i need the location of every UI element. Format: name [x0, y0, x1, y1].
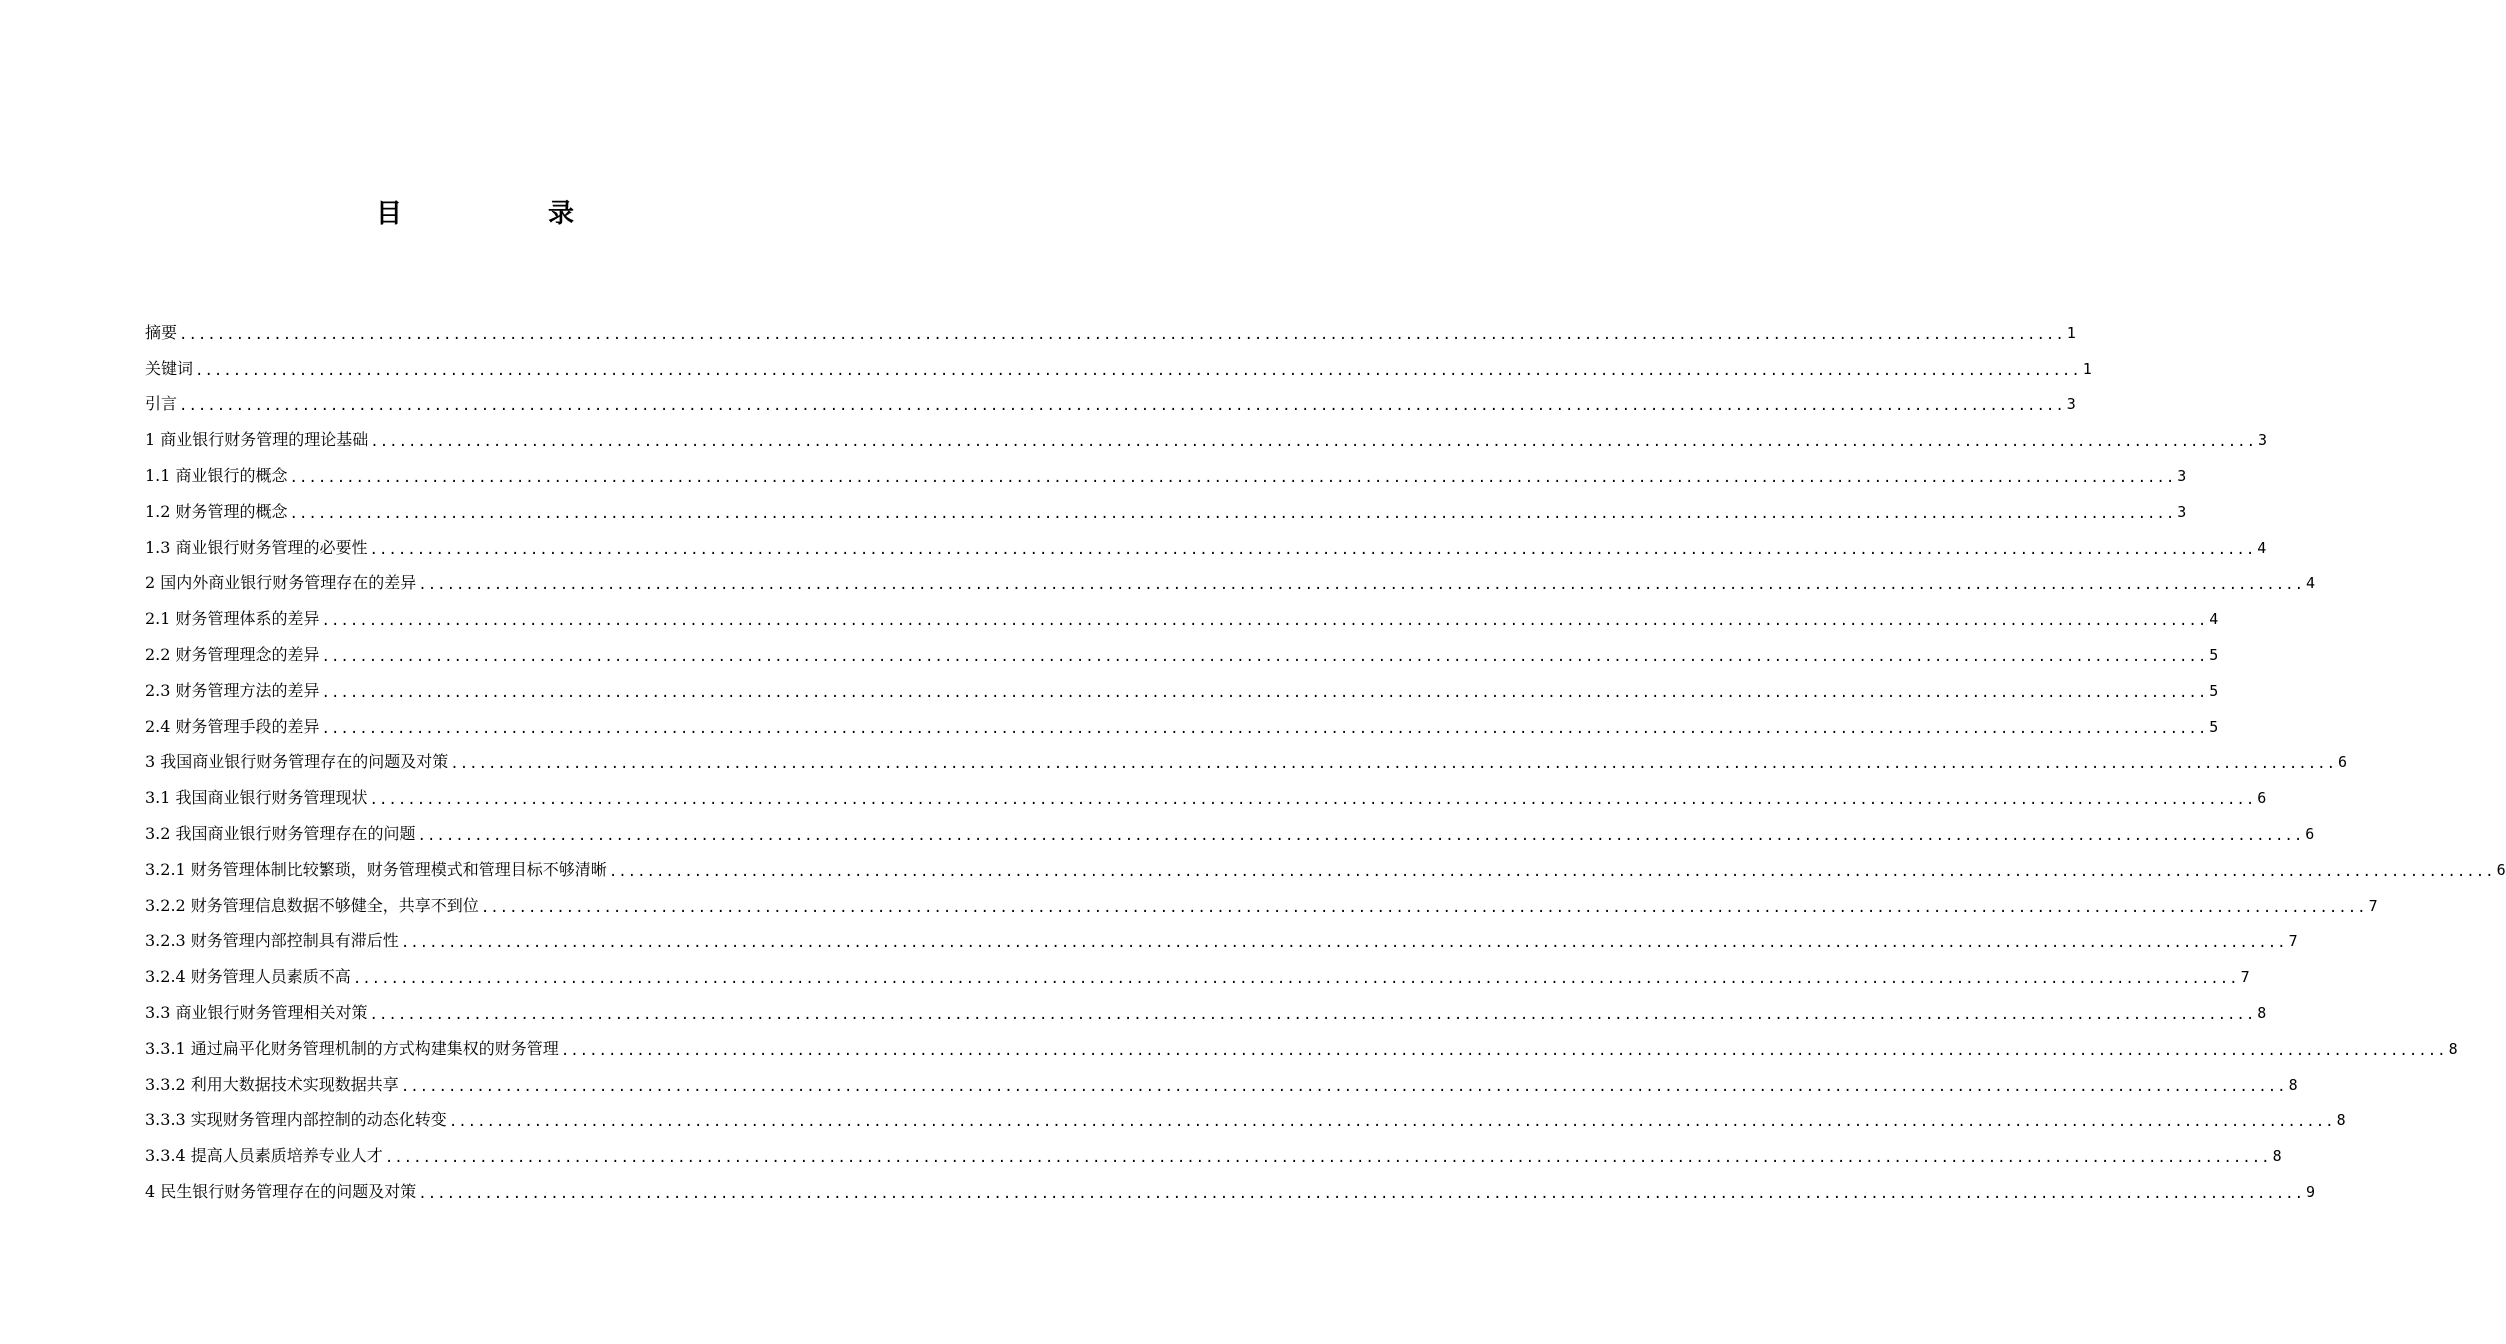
toc-entry[interactable]	[145, 1067, 2298, 1103]
toc-dot-leader: ........................................................................................................................................................................................................	[560, 1042, 2447, 1059]
toc-entry[interactable]	[145, 673, 2219, 709]
toc-entry[interactable]	[145, 995, 2267, 1031]
toc-entry-page-number: 7	[2240, 968, 2250, 987]
toc-entry-page-number: 7	[2368, 896, 2378, 915]
toc-entry[interactable]	[145, 387, 2076, 423]
toc-entry[interactable]	[145, 637, 2219, 673]
toc-entry-label: 4 民生银行财务管理存在的问题及对策	[145, 1182, 417, 1202]
toc-entry-page-number: 4	[2209, 610, 2219, 629]
toc-entry[interactable]	[145, 1031, 2458, 1067]
toc-dot-leader: ........................................................................................................................................................................................................	[400, 1078, 2287, 1095]
toc-dot-leader: ........................................................................................................................................................................................................	[195, 362, 2081, 379]
toc-dot-leader: ........................................................................................................................................................................................................	[450, 756, 2337, 773]
toc-entry[interactable]	[145, 780, 2267, 816]
toc-entry-page-number: 6	[2496, 860, 2506, 879]
toc-entry[interactable]	[145, 745, 2348, 781]
toc-entry-label: 1 商业银行财务管理的理论基础	[145, 430, 369, 450]
toc-dot-leader: ........................................................................................................................................................................................................	[400, 935, 2287, 952]
toc-entry[interactable]	[145, 530, 2267, 566]
toc-entry-page-number: 6	[2257, 789, 2267, 808]
toc-entry-label: 1.3 商业银行财务管理的必要性	[145, 537, 368, 557]
toc-entry-label: 2.2 财务管理理念的差异	[145, 645, 320, 665]
toc-dot-leader: ........................................................................................................................................................................................................	[321, 684, 2208, 701]
toc-entry[interactable]	[145, 351, 2092, 387]
toc-entry[interactable]	[145, 494, 2187, 530]
toc-entry[interactable]	[145, 601, 2219, 637]
toc-entry-page-number: 1	[2082, 359, 2092, 378]
toc-entry-label: 3.2 我国商业银行财务管理存在的问题	[145, 824, 416, 844]
toc-entry-label: 3.3 商业银行财务管理相关对策	[145, 1003, 368, 1023]
toc-dot-leader: ........................................................................................................................................................................................................	[369, 792, 2256, 809]
toc-dot-leader: ........................................................................................................................................................................................................	[369, 1007, 2256, 1024]
toc-entry-page-number: 9	[2306, 1183, 2316, 1202]
toc-entry[interactable]	[145, 458, 2187, 494]
toc-dot-leader: ........................................................................................................................................................................................................	[179, 398, 2065, 415]
toc-entry-label: 2.1 财务管理体系的差异	[145, 609, 320, 629]
toc-dot-leader: ........................................................................................................................................................................................................	[289, 505, 2176, 522]
toc-dot-leader: ........................................................................................................................................................................................................	[179, 326, 2065, 343]
toc-entry-label: 3.2.2 财务管理信息数据不够健全，共享不到位	[145, 895, 479, 915]
toc-entry-label: 2.4 财务管理手段的差异	[145, 716, 320, 736]
toc-entry-label: 1.1 商业银行的概念	[145, 466, 288, 486]
toc-entry-page-number: 8	[2272, 1147, 2282, 1166]
toc-dot-leader: ........................................................................................................................................................................................................	[369, 541, 2256, 558]
toc-entry[interactable]	[145, 1138, 2282, 1174]
toc-entry-label: 3.3.3 实现财务管理内部控制的动态化转变	[145, 1110, 447, 1130]
toc-entry-page-number: 3	[2258, 431, 2268, 450]
toc-entry-page-number: 5	[2209, 681, 2219, 700]
toc-entry-page-number: 5	[2209, 646, 2219, 665]
toc-entry-page-number: 6	[2305, 825, 2315, 844]
toc-entry-page-number: 8	[2448, 1039, 2458, 1058]
toc-entry-page-number: 7	[2288, 932, 2298, 951]
toc-dot-leader: ........................................................................................................................................................................................................	[418, 1186, 2305, 1203]
toc-entry-label: 3.2.1 财务管理体制比较繁琐，财务管理模式和管理目标不够清晰	[145, 859, 607, 879]
toc-entry-page-number: 3	[2177, 467, 2187, 486]
toc-entry-page-number: 4	[2257, 538, 2267, 557]
toc-dot-leader: ........................................................................................................................................................................................................	[384, 1150, 2271, 1167]
toc-dot-leader: ........................................................................................................................................................................................................	[608, 863, 2495, 880]
toc-dot-leader: ........................................................................................................................................................................................................	[321, 649, 2208, 666]
toc-dot-leader: ........................................................................................................................................................................................................	[321, 720, 2208, 737]
toc-entry-label: 3 我国商业银行财务管理存在的问题及对策	[145, 752, 449, 772]
toc-entry[interactable]	[145, 888, 2378, 924]
toc-entry-label: 2.3 财务管理方法的差异	[145, 680, 320, 700]
toc-entry[interactable]	[145, 852, 2506, 888]
toc-entry-label: 3.1 我国商业银行财务管理现状	[145, 788, 368, 808]
toc-entry[interactable]	[145, 315, 2076, 351]
table-of-contents	[145, 315, 2506, 1210]
toc-dot-leader: ........................................................................................................................................................................................................	[289, 470, 2176, 487]
toc-entry[interactable]	[145, 959, 2250, 995]
toc-dot-leader: ........................................................................................................................................................................................................	[448, 1114, 2335, 1131]
toc-dot-leader: ........................................................................................................................................................................................................	[321, 613, 2208, 630]
toc-entry[interactable]	[145, 422, 2268, 458]
toc-dot-leader: ........................................................................................................................................................................................................	[418, 577, 2305, 594]
toc-entry[interactable]	[145, 566, 2316, 602]
toc-entry[interactable]	[145, 816, 2315, 852]
toc-dot-leader: ........................................................................................................................................................................................................	[417, 828, 2304, 845]
toc-entry-page-number: 8	[2288, 1075, 2298, 1094]
toc-entry-page-number: 8	[2257, 1004, 2267, 1023]
toc-entry-label: 2 国内外商业银行财务管理存在的差异	[145, 573, 417, 593]
toc-entry-label: 3.2.3 财务管理内部控制具有滞后性	[145, 931, 399, 951]
page-title: 目 录	[375, 199, 634, 229]
toc-entry-label: 引言	[145, 394, 178, 414]
toc-entry-page-number: 4	[2306, 574, 2316, 593]
toc-entry-page-number: 8	[2336, 1111, 2346, 1130]
toc-dot-leader: ........................................................................................................................................................................................................	[480, 899, 2367, 916]
toc-entry-label: 3.3.4 提高人员素质培养专业人才	[145, 1146, 383, 1166]
toc-entry-page-number: 1	[2066, 323, 2076, 342]
toc-entry-label: 关键词	[145, 358, 194, 378]
toc-entry-label: 摘要	[145, 322, 178, 342]
toc-entry[interactable]	[145, 1174, 2316, 1210]
toc-entry-label: 3.2.4 财务管理人员素质不高	[145, 967, 351, 987]
toc-entry-label: 3.3.1 通过扁平化财务管理机制的方式构建集权的财务管理	[145, 1038, 559, 1058]
toc-entry-page-number: 5	[2209, 717, 2219, 736]
toc-entry-page-number: 3	[2177, 502, 2187, 521]
toc-dot-leader: ........................................................................................................................................................................................................	[370, 434, 2257, 451]
toc-dot-leader: ........................................................................................................................................................................................................	[352, 971, 2239, 988]
toc-entry-label: 1.2 财务管理的概念	[145, 501, 288, 521]
toc-entry[interactable]	[145, 924, 2298, 960]
toc-entry[interactable]	[145, 709, 2219, 745]
toc-entry[interactable]	[145, 1103, 2346, 1139]
toc-entry-page-number: 3	[2066, 395, 2076, 414]
toc-entry-label: 3.3.2 利用大数据技术实现数据共享	[145, 1074, 399, 1094]
toc-entry-page-number: 6	[2338, 753, 2348, 772]
